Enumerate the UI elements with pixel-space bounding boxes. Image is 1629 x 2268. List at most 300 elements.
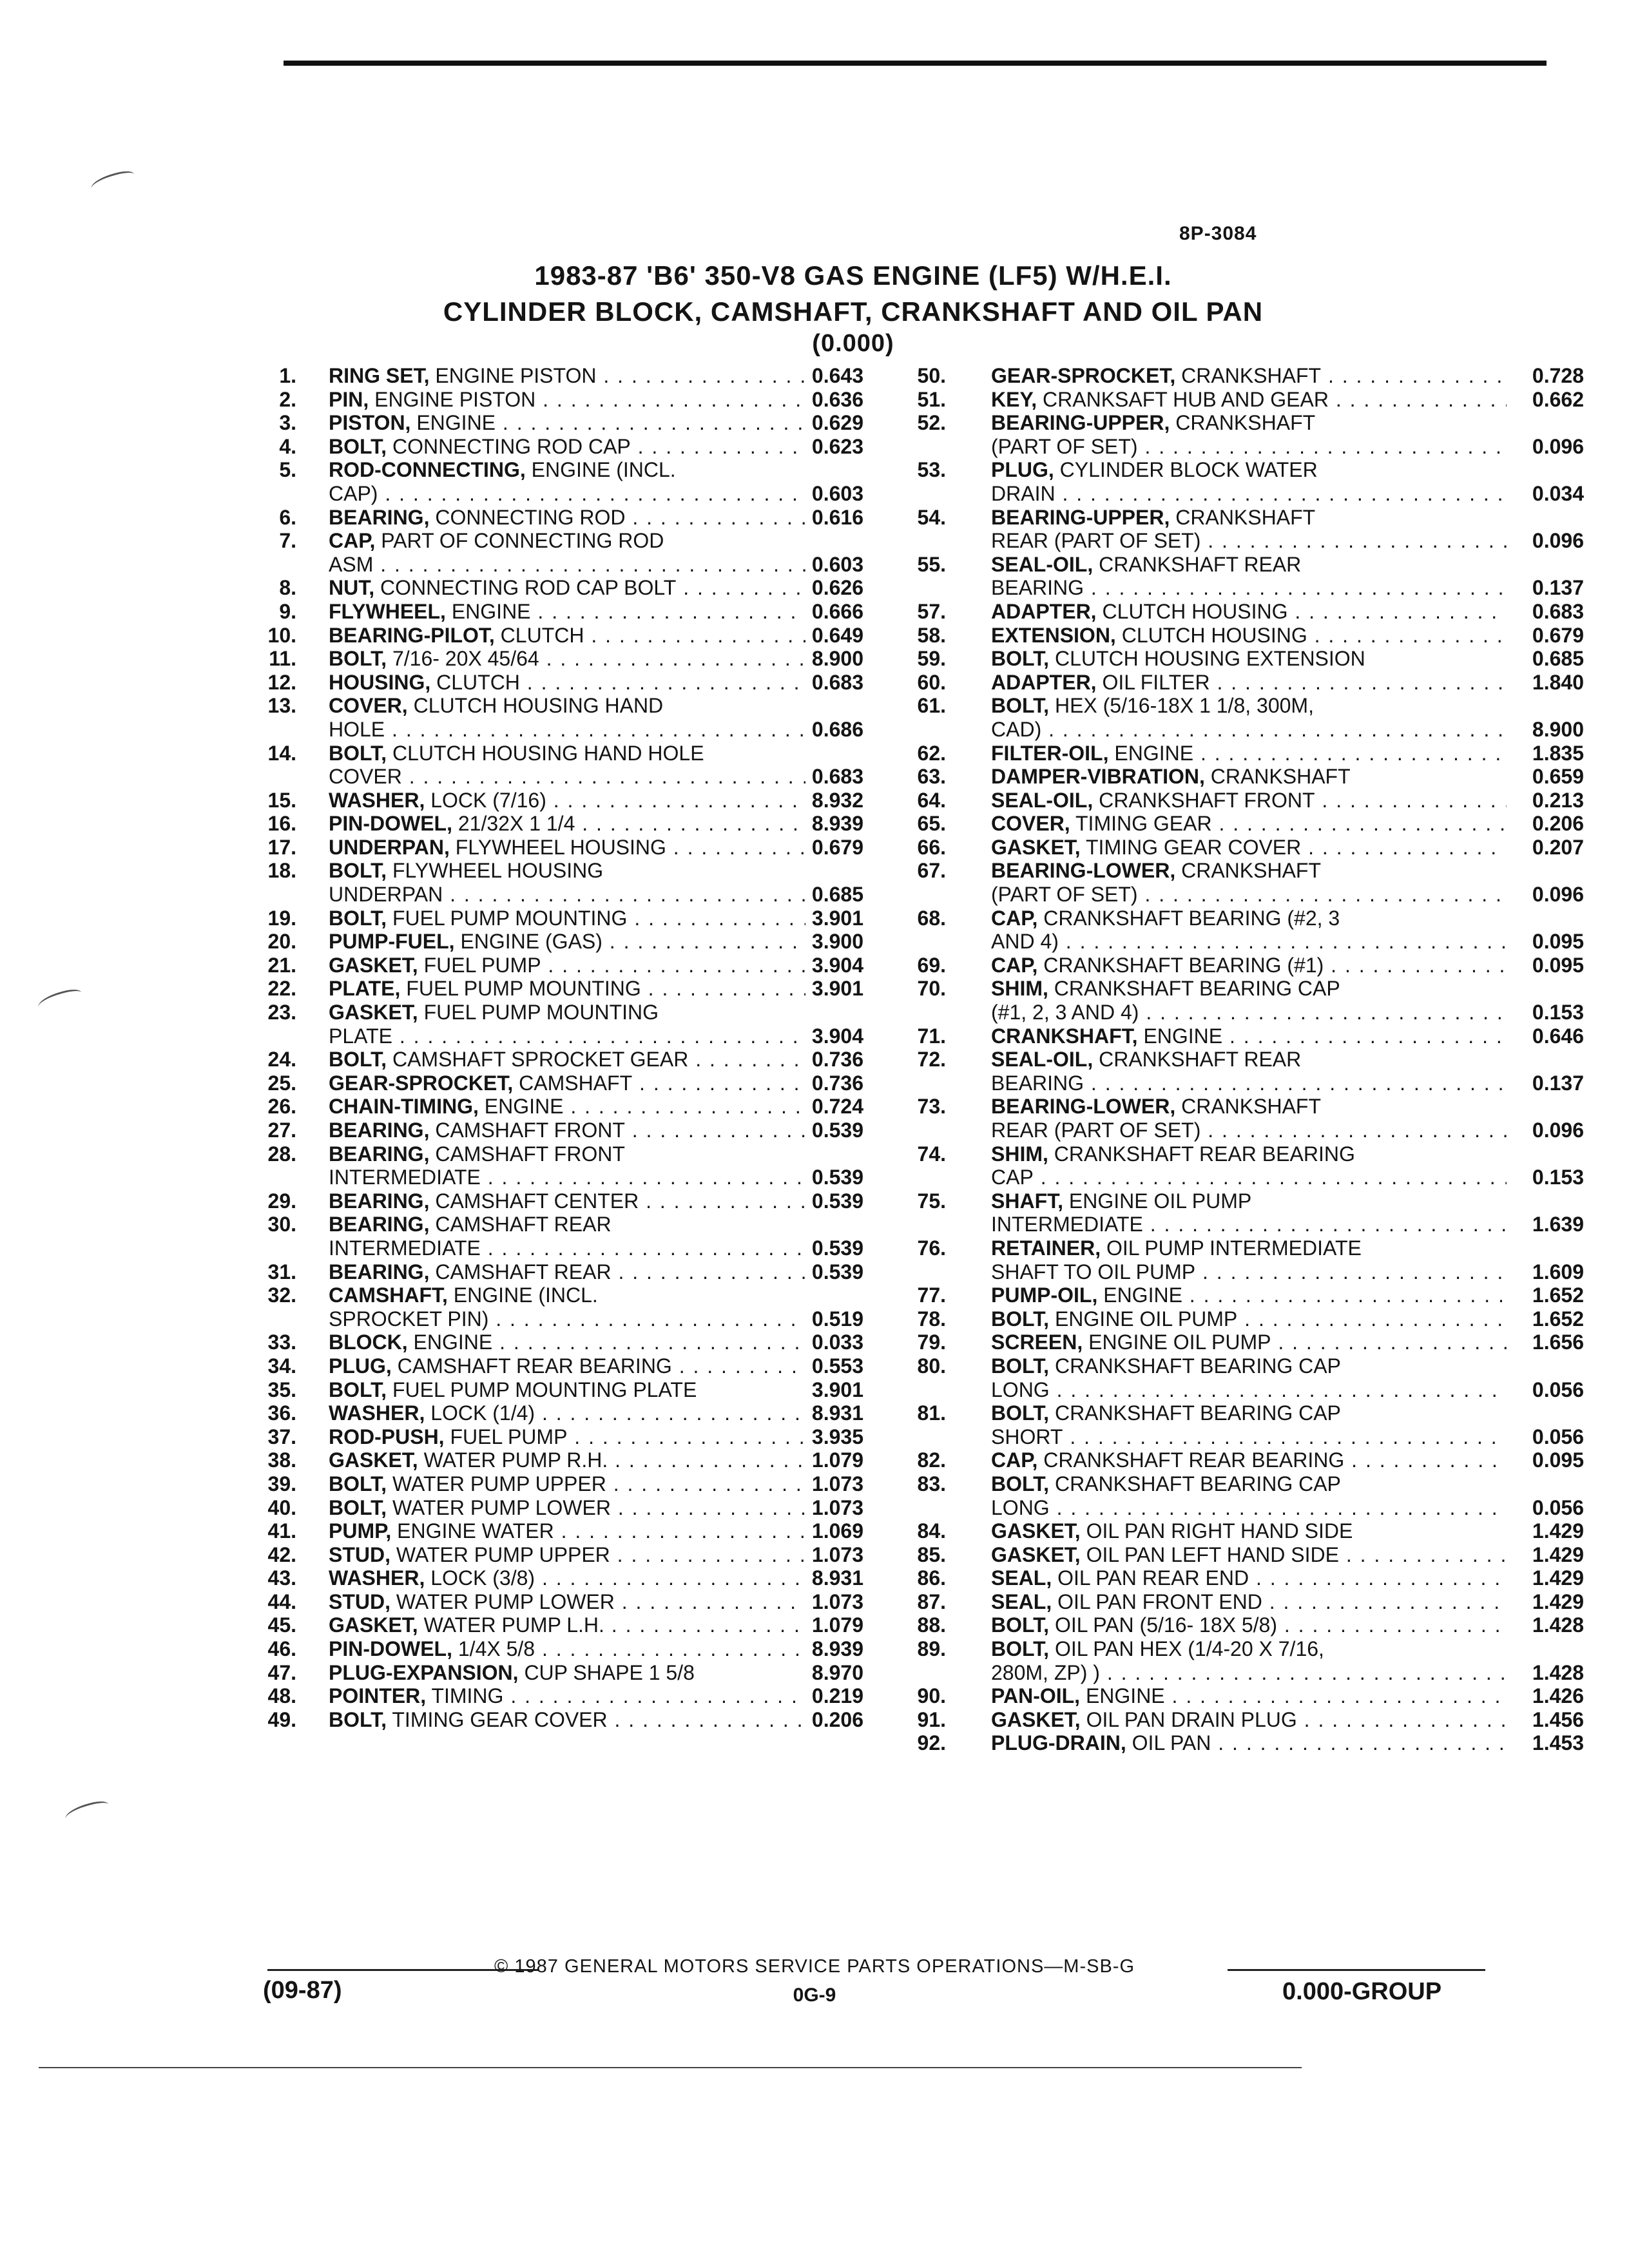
part-detail: WATER PUMP LOWER [387, 1495, 611, 1519]
description-line [991, 1543, 1507, 1567]
part-detail: CONNECTING ROD [429, 505, 626, 529]
description-continuation [329, 765, 805, 789]
part-name: CAP, [329, 529, 376, 553]
part-description [991, 553, 1507, 600]
description-continuation [329, 1024, 805, 1048]
part-group-number: 0.095 [1532, 1448, 1584, 1472]
part-description [329, 1048, 805, 1072]
part-name: BOLT, [329, 647, 387, 671]
part-name: BOLT, [329, 1495, 387, 1519]
description-line [329, 1637, 805, 1661]
part-name: GASKET, [991, 1542, 1081, 1566]
part-name: BOLT, [991, 1307, 1050, 1331]
part-description [991, 907, 1507, 954]
part-description [329, 1072, 805, 1095]
description-line [991, 411, 1507, 435]
part-detail: 1/4X 5/8 [452, 1637, 535, 1661]
part-detail: ENGINE [445, 599, 531, 623]
part-number: 17. [267, 835, 296, 859]
part-number: 89. [917, 1637, 946, 1661]
part-number: 49. [267, 1707, 296, 1731]
part-detail-cont: CAP) [329, 481, 378, 505]
part-description [991, 1731, 1507, 1755]
part-name: PIN-DOWEL, [329, 812, 452, 836]
description-line [329, 364, 805, 388]
part-name: UNDERPAN, [329, 835, 450, 859]
part-number: 76. [917, 1236, 946, 1260]
part-group-number: 0.207 [1532, 835, 1584, 859]
part-group-number: 1.429 [1532, 1566, 1584, 1590]
part-name: PISTON, [329, 411, 411, 435]
description-line [329, 1543, 805, 1567]
part-detail: OIL PAN FRONT END [1052, 1590, 1262, 1613]
revision-date: (09-87) [263, 1977, 342, 2004]
part-number: 58. [917, 623, 946, 647]
part-name: BEARING-UPPER, [991, 411, 1170, 435]
copyright: © 1987 GENERAL MOTORS SERVICE PARTS OPERATIONS—M-SB-G [494, 1956, 1135, 1977]
description-continuation [329, 718, 805, 742]
description-line [329, 506, 805, 530]
part-group-number: 0.095 [1532, 930, 1584, 954]
part-group-number: 1.652 [1532, 1307, 1584, 1331]
description-line [329, 1708, 805, 1732]
part-detail: FUEL PUMP MOUNTING [418, 1001, 659, 1024]
part-number: 25. [267, 1071, 296, 1095]
description-line [991, 1331, 1507, 1354]
part-name: BOLT, [329, 859, 387, 883]
description-continuation [329, 482, 805, 506]
part-description [991, 1448, 1507, 1472]
part-name: BOLT, [329, 434, 387, 458]
part-name: CAP, [991, 953, 1038, 977]
description-continuation [991, 1378, 1507, 1402]
description-line [329, 411, 805, 435]
part-number: 86. [917, 1566, 946, 1590]
part-group-number: 1.429 [1532, 1542, 1584, 1566]
part-detail: OIL PAN HEX (1/4-20 X 7/16, [1049, 1637, 1324, 1661]
part-description [329, 694, 805, 741]
part-detail: ENGINE [1097, 1283, 1182, 1307]
part-description [329, 1448, 805, 1472]
description-continuation [991, 1425, 1507, 1449]
part-group-number: 0.553 [811, 1354, 863, 1378]
part-detail: ENGINE [1108, 741, 1194, 765]
part-group-number: 1.456 [1532, 1707, 1584, 1731]
part-detail-cont: LONG [991, 1495, 1050, 1519]
description-line [329, 954, 805, 977]
part-number: 46. [267, 1637, 296, 1661]
part-name: BOLT, [329, 1048, 387, 1072]
description-line [329, 1354, 805, 1378]
part-number: 43. [267, 1566, 296, 1590]
part-group-number: 1.073 [811, 1542, 863, 1566]
part-number: 33. [267, 1331, 296, 1354]
part-description [329, 1590, 805, 1614]
part-number: 47. [267, 1660, 296, 1684]
part-description [329, 1613, 805, 1637]
part-description [991, 1519, 1507, 1543]
bottom-rule [39, 2067, 1302, 2068]
part-detail: OIL FILTER [1096, 670, 1210, 694]
part-name: ROD-PUSH, [329, 1425, 445, 1448]
description-line [991, 789, 1507, 812]
part-group-number: 1.429 [1532, 1590, 1584, 1613]
part-detail: 21/32X 1 1/4 [452, 812, 575, 836]
part-description [329, 1142, 805, 1189]
part-name: BEARING, [329, 1189, 430, 1213]
part-description [991, 600, 1507, 624]
part-description [329, 388, 805, 412]
part-detail: OIL PUMP INTERMEDIATE [1101, 1236, 1362, 1260]
part-number: 36. [267, 1401, 296, 1425]
part-group-number: 0.724 [811, 1095, 863, 1119]
description-line [329, 1189, 805, 1213]
part-name: COVER, [329, 694, 408, 718]
part-description [329, 1637, 805, 1661]
part-description [991, 765, 1507, 789]
part-detail: CRANKSHAFT FRONT [1093, 788, 1315, 812]
part-group-number: 0.686 [811, 717, 863, 741]
part-description [329, 506, 805, 530]
part-group-number: 1.835 [1532, 741, 1584, 765]
part-group-number: 0.056 [1532, 1378, 1584, 1401]
part-group-number: 8.931 [811, 1401, 863, 1425]
part-description [329, 1684, 805, 1708]
part-detail: CRANKSHAFT REAR [1093, 552, 1302, 576]
part-detail: CAMSHAFT FRONT [429, 1119, 625, 1142]
part-description [329, 529, 805, 576]
part-detail: ENGINE [478, 1095, 564, 1119]
part-detail: 7/16- 20X 45/64 [387, 647, 539, 671]
description-line [329, 812, 805, 836]
part-number: 16. [267, 812, 296, 836]
part-number: 20. [267, 930, 296, 954]
part-name: BEARING, [329, 505, 430, 529]
description-line [329, 624, 805, 648]
part-number: 42. [267, 1542, 296, 1566]
part-description [329, 600, 805, 624]
part-group-number: 1.639 [1532, 1213, 1584, 1236]
description-line [329, 1142, 805, 1166]
description-continuation [991, 1260, 1507, 1284]
part-name: SEAL-OIL, [991, 552, 1094, 576]
description-line [991, 1189, 1507, 1213]
part-group-number: 0.206 [1532, 812, 1584, 836]
part-group-number: 3.901 [811, 977, 863, 1001]
part-detail: CLUTCH [430, 670, 520, 694]
description-continuation [991, 1661, 1507, 1685]
part-name: PUMP-FUEL, [329, 930, 455, 954]
part-name: POINTER, [329, 1684, 427, 1708]
description-continuation [991, 930, 1507, 954]
part-description [991, 1684, 1507, 1708]
part-description [329, 1661, 805, 1685]
part-name: EXTENSION, [991, 623, 1116, 647]
description-line [991, 1731, 1507, 1755]
part-number: 12. [267, 670, 296, 694]
part-group-number: 3.935 [811, 1425, 863, 1448]
part-group-number: 0.153 [1532, 1166, 1584, 1189]
part-detail: WATER PUMP L.H. [418, 1613, 604, 1637]
part-number: 2. [279, 387, 296, 411]
part-number: 5. [279, 458, 296, 482]
scan-mark [89, 168, 137, 194]
part-number: 7. [279, 529, 296, 553]
part-number: 40. [267, 1495, 296, 1519]
part-detail: CYLINDER BLOCK WATER [1054, 458, 1318, 482]
description-line [991, 954, 1507, 977]
description-continuation [329, 1307, 805, 1331]
part-description [991, 1590, 1507, 1614]
description-line [991, 812, 1507, 836]
description-continuation [991, 1119, 1507, 1142]
part-detail: HEX (5/16-18X 1 1/8, 300M, [1049, 694, 1314, 718]
description-continuation [991, 529, 1507, 553]
part-detail: FUEL PUMP MOUNTING [400, 977, 641, 1001]
part-group-number: 1.652 [1532, 1283, 1584, 1307]
group-code: (0.000) [812, 330, 894, 357]
part-name: BEARING-PILOT, [329, 623, 495, 647]
description-line [329, 1519, 805, 1543]
description-line [991, 1448, 1507, 1472]
description-line [991, 1048, 1507, 1072]
part-detail: CLUTCH HOUSING [1115, 623, 1307, 647]
part-detail: CLUTCH HOUSING EXTENSION [1049, 647, 1365, 671]
part-number: 74. [917, 1142, 946, 1166]
part-detail: CONNECTING ROD CAP BOLT [374, 576, 677, 600]
part-name: ADAPTER, [991, 670, 1097, 694]
part-group-number: 3.901 [811, 1378, 863, 1401]
part-group-number: 8.931 [811, 1566, 863, 1590]
part-group-number: 0.096 [1532, 883, 1584, 907]
part-name: CAMSHAFT, [329, 1283, 448, 1307]
part-number: 50. [917, 364, 946, 387]
part-detail: ENGINE [1137, 1024, 1223, 1048]
description-line [329, 1472, 805, 1496]
part-group-number: 0.736 [811, 1048, 863, 1072]
part-group-number: 1.656 [1532, 1331, 1584, 1354]
part-name: GASKET, [991, 1519, 1081, 1543]
part-detail: OIL PAN (5/16- 18X 5/8) [1049, 1613, 1277, 1637]
description-continuation [991, 1072, 1507, 1095]
part-number: 63. [917, 765, 946, 789]
part-detail: WATER PUMP R.H. [418, 1448, 608, 1472]
part-name: PUMP-OIL, [991, 1283, 1098, 1307]
part-detail: TIMING [426, 1684, 504, 1708]
description-line [329, 1448, 805, 1472]
part-detail: FUEL PUMP [444, 1425, 568, 1448]
part-detail: LOCK (3/8) [425, 1566, 535, 1590]
part-detail: PART OF CONNECTING ROD [375, 529, 664, 553]
part-number: 57. [917, 599, 946, 623]
part-group-number: 8.900 [1532, 717, 1584, 741]
part-number: 68. [917, 906, 946, 930]
part-number: 1. [279, 364, 296, 387]
part-description [329, 1260, 805, 1284]
part-name: PUMP, [329, 1519, 392, 1543]
part-detail-cont: AND 4) [991, 930, 1059, 954]
part-number: 82. [917, 1448, 946, 1472]
part-detail-cont: COVER [329, 765, 402, 789]
part-group-number: 0.728 [1532, 364, 1584, 387]
part-detail: CLUTCH HOUSING [1096, 599, 1288, 623]
part-description [329, 411, 805, 435]
part-number: 27. [267, 1119, 296, 1142]
part-group-number: 8.970 [811, 1660, 863, 1684]
part-number: 70. [917, 977, 946, 1001]
part-detail: CAMSHAFT [513, 1071, 633, 1095]
description-line [329, 1613, 805, 1637]
part-group-number: 0.137 [1532, 1071, 1584, 1095]
part-number: 35. [267, 1378, 296, 1401]
part-group-number: 3.900 [811, 930, 863, 954]
description-line [991, 1637, 1507, 1661]
part-group-number: 3.904 [811, 1024, 863, 1048]
part-name: PLUG-EXPANSION, [329, 1660, 519, 1684]
part-number: 71. [917, 1024, 946, 1048]
part-description [991, 1708, 1507, 1732]
part-group-number: 0.096 [1532, 434, 1584, 458]
part-number: 91. [917, 1707, 946, 1731]
description-line [329, 458, 805, 482]
part-number: 64. [917, 788, 946, 812]
part-group-number: 0.685 [811, 883, 863, 907]
description-line [991, 1283, 1507, 1307]
part-detail-cont: (PART OF SET) [991, 434, 1138, 458]
part-number: 73. [917, 1095, 946, 1119]
description-line [991, 364, 1507, 388]
part-name: STUD, [329, 1542, 390, 1566]
part-name: WASHER, [329, 788, 425, 812]
part-group-number: 0.659 [1532, 765, 1584, 789]
part-name: PLUG-DRAIN, [991, 1731, 1126, 1755]
part-name: BOLT, [329, 741, 387, 765]
part-group-number: 0.056 [1532, 1425, 1584, 1448]
description-line [991, 1566, 1507, 1590]
description-line [991, 1354, 1507, 1378]
part-detail: CAMSHAFT SPROCKET GEAR [387, 1048, 689, 1072]
part-group-number: 0.096 [1532, 529, 1584, 553]
part-number: 52. [917, 411, 946, 435]
part-description [329, 954, 805, 977]
part-name: BOLT, [991, 1472, 1050, 1495]
part-number: 13. [267, 694, 296, 718]
part-name: BEARING-UPPER, [991, 505, 1170, 529]
description-line [329, 435, 805, 459]
description-line [329, 1095, 805, 1119]
part-group-number: 1.073 [811, 1472, 863, 1495]
part-description [329, 789, 805, 812]
part-number: 31. [267, 1260, 296, 1283]
part-detail: CRANKSHAFT [1175, 1095, 1321, 1119]
part-detail-cont: SHAFT TO OIL PUMP [991, 1260, 1196, 1283]
description-line [329, 576, 805, 600]
part-description [991, 411, 1507, 458]
scan-mark [36, 986, 84, 1012]
part-name: NUT, [329, 576, 375, 600]
part-name: BEARING, [329, 1119, 430, 1142]
part-name: RETAINER, [991, 1236, 1101, 1260]
part-description [329, 364, 805, 388]
part-group-number: 0.629 [811, 411, 863, 435]
part-detail: CRANKSHAFT [1175, 859, 1321, 883]
part-group-number: 0.643 [811, 364, 863, 387]
part-name: PAN-OIL, [991, 1684, 1081, 1708]
description-continuation [991, 1496, 1507, 1520]
part-name: FILTER-OIL, [991, 741, 1109, 765]
part-description [991, 671, 1507, 695]
part-group-number: 1.840 [1532, 670, 1584, 694]
part-number: 66. [917, 835, 946, 859]
description-line [991, 765, 1507, 789]
part-number: 41. [267, 1519, 296, 1543]
part-detail-cont: PLATE [329, 1024, 392, 1048]
part-name: BOLT, [329, 906, 387, 930]
description-line [991, 1590, 1507, 1614]
part-group-number: 1.079 [811, 1613, 863, 1637]
part-detail-cont: ASM [329, 552, 374, 576]
description-line [329, 529, 805, 553]
part-description [991, 506, 1507, 553]
part-group-number: 0.679 [1532, 623, 1584, 647]
part-description [991, 388, 1507, 412]
part-group-number: 0.616 [811, 505, 863, 529]
part-group-number: 8.932 [811, 788, 863, 812]
part-number: 11. [269, 647, 296, 671]
part-detail: ENGINE (GAS) [454, 930, 602, 954]
part-description [329, 1213, 805, 1260]
part-number: 54. [917, 505, 946, 529]
description-line [329, 1566, 805, 1590]
description-line [329, 836, 805, 860]
part-detail: ENGINE [407, 1331, 493, 1354]
part-group-number: 1.073 [811, 1590, 863, 1613]
part-number: 85. [917, 1542, 946, 1566]
part-group-number: 1.428 [1532, 1660, 1584, 1684]
description-continuation [329, 553, 805, 577]
description-line [991, 742, 1507, 765]
part-number: 78. [917, 1307, 946, 1331]
part-group-number: 0.736 [811, 1071, 863, 1095]
description-continuation [991, 1213, 1507, 1236]
part-detail: CONNECTING ROD CAP [387, 434, 631, 458]
description-line [329, 859, 805, 883]
part-detail-cont: BEARING [991, 576, 1084, 600]
part-group-number: 0.626 [811, 576, 863, 600]
part-detail: CRANKSHAFT [1204, 765, 1351, 789]
part-name: BEARING-LOWER, [991, 1095, 1176, 1119]
part-description [991, 1566, 1507, 1590]
part-group-number: 0.685 [1532, 647, 1584, 671]
part-detail: CRANKSHAFT [1175, 364, 1322, 387]
description-line [991, 1613, 1507, 1637]
part-name: GEAR-SPROCKET, [991, 364, 1176, 387]
part-number: 39. [267, 1472, 296, 1495]
part-description [329, 1189, 805, 1213]
part-group-number: 1.453 [1532, 1731, 1584, 1755]
description-line [329, 1213, 805, 1236]
part-name: WASHER, [329, 1401, 425, 1425]
part-detail: CAMSHAFT REAR [429, 1213, 612, 1236]
part-detail-cont: REAR (PART OF SET) [991, 529, 1201, 553]
part-name: BEARING, [329, 1213, 430, 1236]
part-detail: CLUTCH HOUSING HAND [407, 694, 664, 718]
description-line [329, 1048, 805, 1072]
part-number: 48. [267, 1684, 296, 1708]
part-name: PIN, [329, 387, 369, 411]
part-description [329, 1425, 805, 1449]
part-description [991, 1613, 1507, 1637]
